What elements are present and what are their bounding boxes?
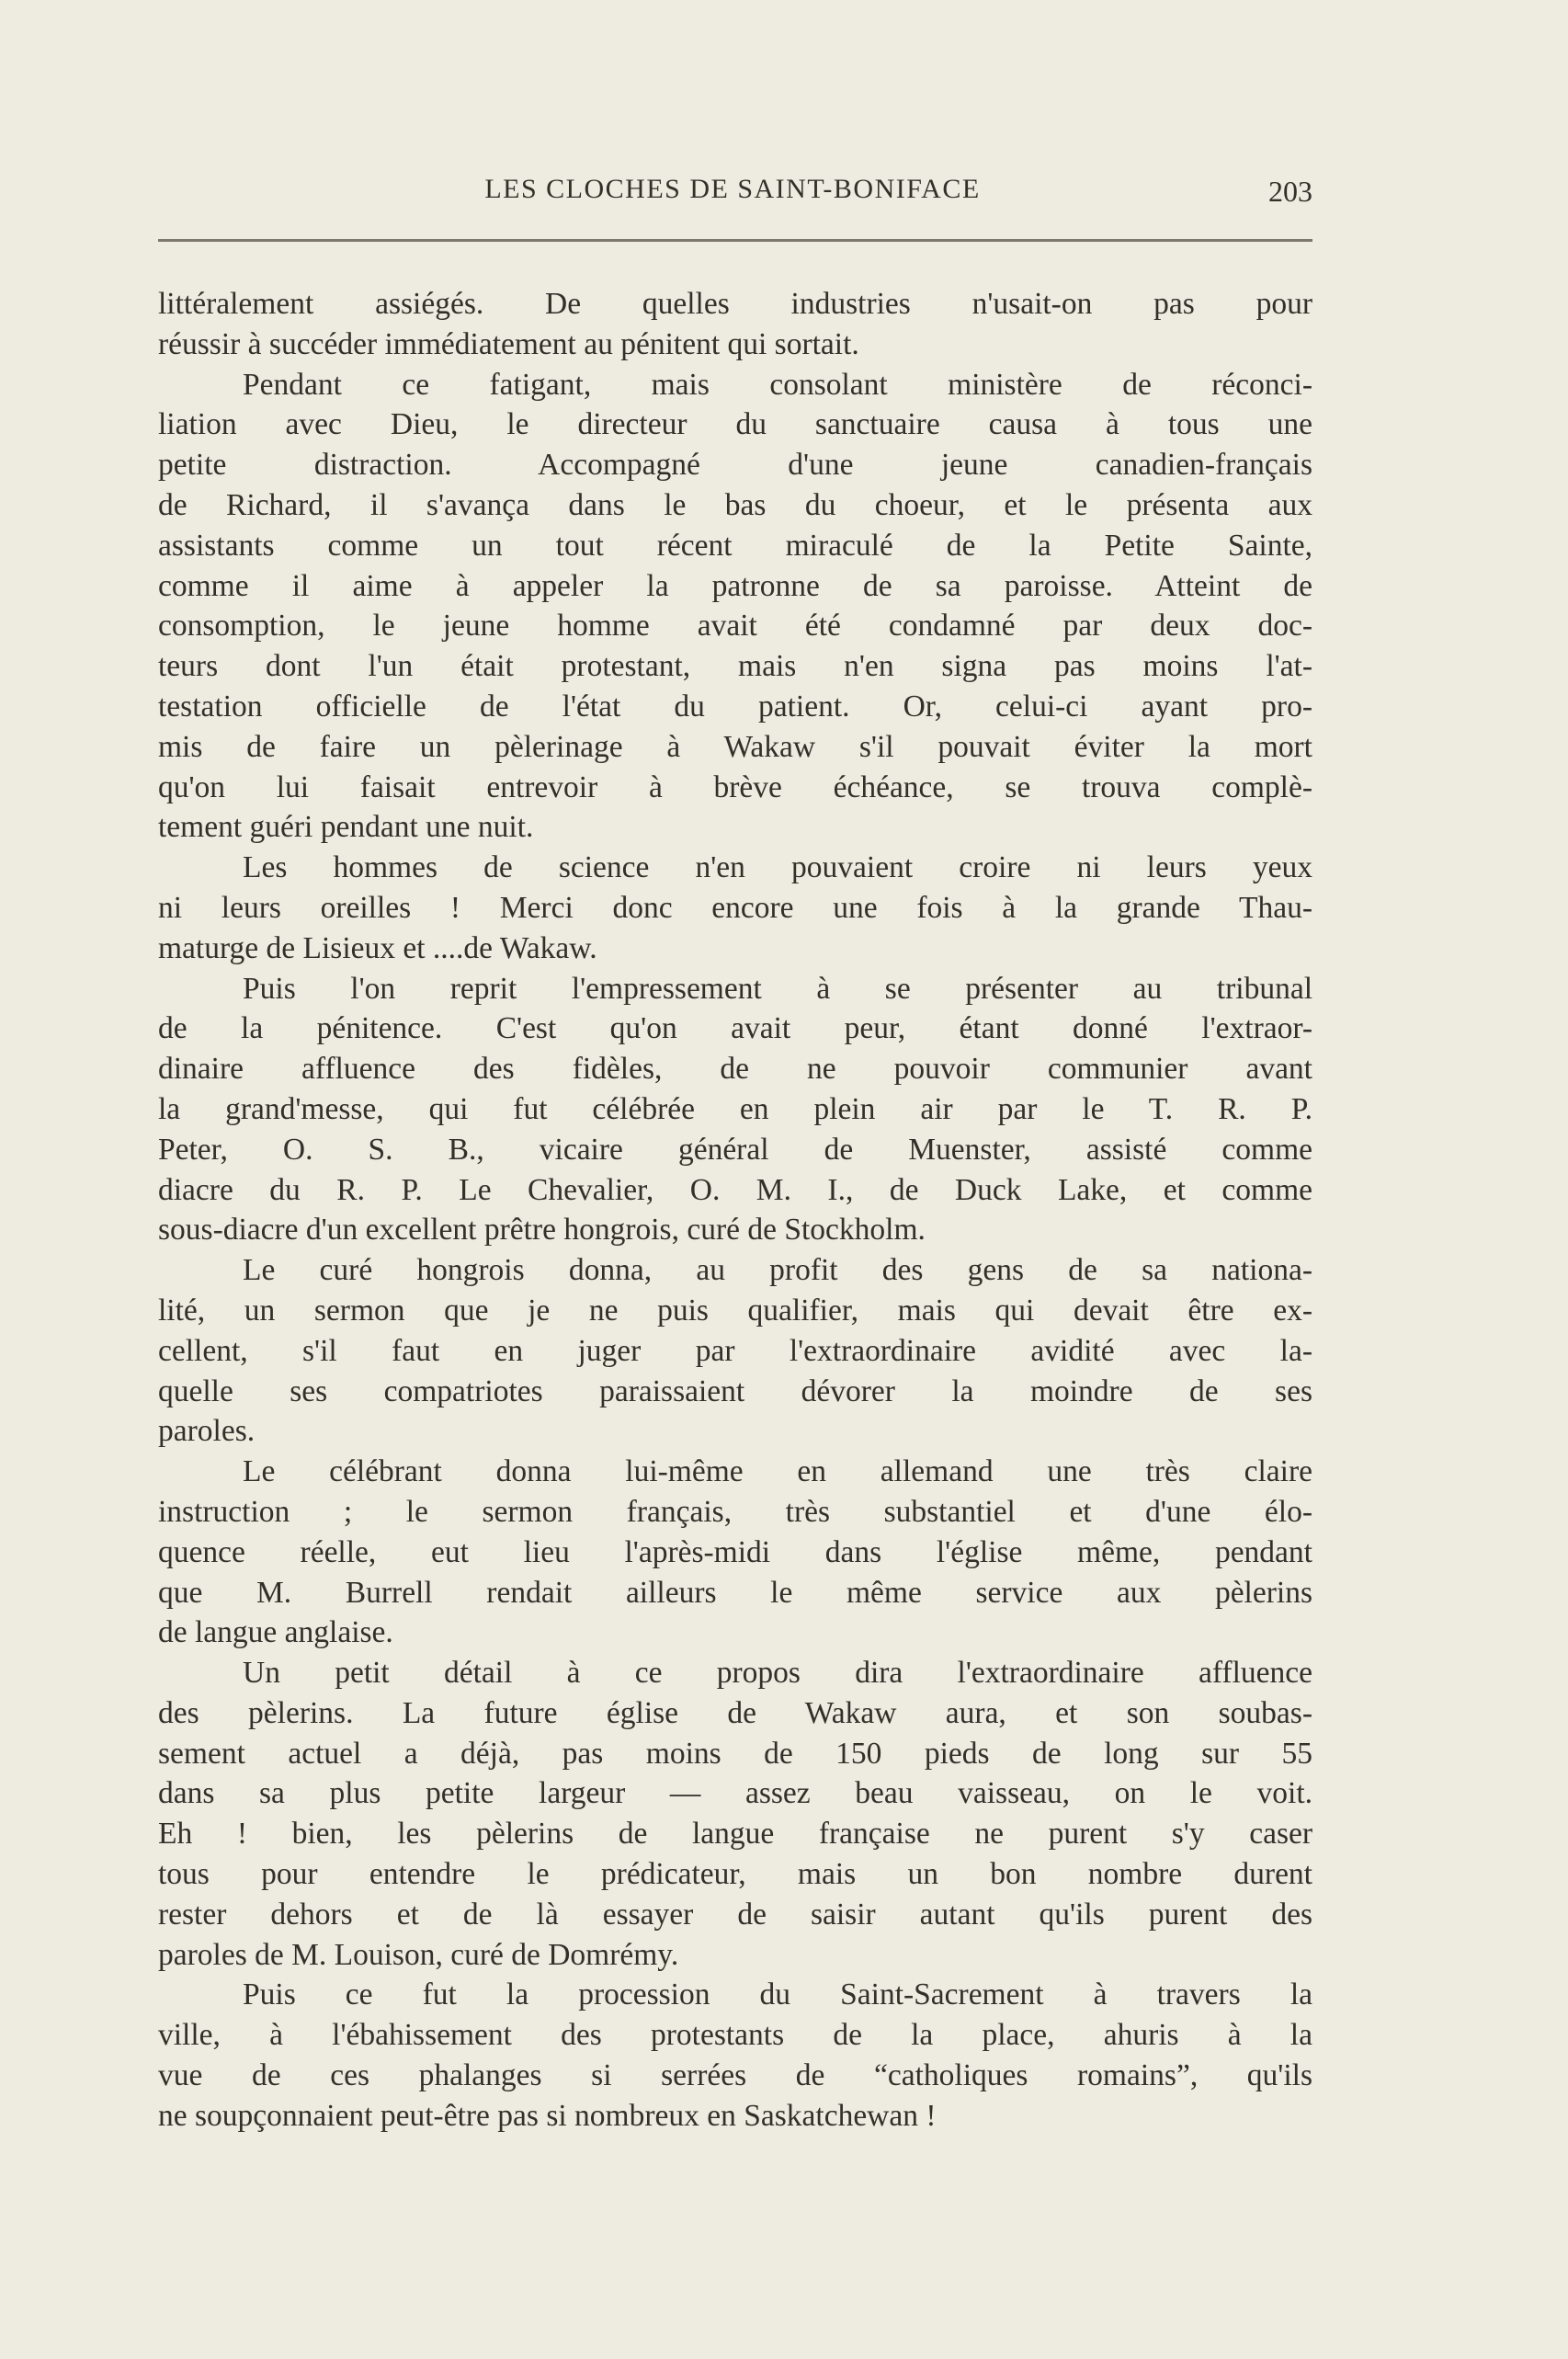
text-line: sous-diacre d'un excellent prêtre hongrois, curé de Stockholm. <box>158 1213 926 1248</box>
text-line: liation avec Dieu, le directeur du sanctuaire causa à tous une <box>158 407 1312 442</box>
text-line: lité, un sermon que je ne puis qualifier, mais qui devait être ex- <box>158 1293 1312 1328</box>
paragraph <box>158 1250 1312 1452</box>
text-line: tous pour entendre le prédicateur, mais un bon nombre durent <box>158 1857 1312 1892</box>
text-line: de Richard, il s'avança dans le bas du choeur, et le présenta aux <box>158 487 1312 522</box>
text-line: testation officielle de l'état du patient. Or, celui-ci ayant pro- <box>158 689 1312 724</box>
text-line: mis de faire un pèlerinage à Wakaw s'il pouvait éviter la mort <box>158 729 1312 764</box>
text-line: paroles de M. Louison, curé de Domrémy. <box>158 1937 679 1972</box>
paragraph <box>158 1975 1312 2136</box>
text-line: Eh ! bien, les pèlerins de langue française ne purent s'y caser <box>158 1817 1312 1852</box>
running-title: LES CLOCHES DE SAINT-BONIFACE <box>484 174 981 204</box>
paragraph <box>158 1653 1312 1975</box>
text-line: ni leurs oreilles ! Merci donc encore une fois à la grande Thau- <box>158 890 1312 925</box>
text-line: comme il aime à appeler la patronne de sa paroisse. Atteint de <box>158 568 1312 603</box>
text-line: de langue anglaise. <box>158 1615 393 1650</box>
text-line: ne soupçonnaient peut-être pas si nombreux en Saskatchewan ! <box>158 2098 937 2133</box>
text-line: la grand'messe, qui fut célébrée en plein air par le T. R. P. <box>158 1091 1312 1126</box>
text-line: Peter, O. S. B., vicaire général de Muenster, assisté comme <box>158 1132 1312 1167</box>
text-line: teurs dont l'un était protestant, mais n'en signa pas moins l'at- <box>158 649 1312 684</box>
header-rule <box>158 239 1312 242</box>
text-line: des pèlerins. La future église de Wakaw aura, et son soubas- <box>158 1695 1312 1730</box>
text-line: cellent, s'il faut en juger par l'extraordinaire avidité avec la- <box>158 1333 1312 1368</box>
text-line: Le célébrant donna lui-même en allemand une très claire <box>243 1454 1312 1489</box>
text-line: instruction ; le sermon français, très substantiel et d'une élo- <box>158 1494 1312 1529</box>
text-line: Puis l'on reprit l'empressement à se présenter au tribunal <box>243 971 1312 1006</box>
text-line: de la pénitence. C'est qu'on avait peur, étant donné l'extraor- <box>158 1011 1312 1046</box>
text-line: Un petit détail à ce propos dira l'extraordinaire affluence <box>243 1656 1312 1691</box>
paragraph <box>158 284 1312 365</box>
text-line: rester dehors et de là essayer de saisir autant qu'ils purent des <box>158 1897 1312 1932</box>
text-line: qu'on lui faisait entrevoir à brève échéance, se trouva complè- <box>158 769 1312 804</box>
text-line: tement guéri pendant une nuit. <box>158 810 534 845</box>
text-line: littéralement assiégés. De quelles industries n'usait-on pas pour <box>158 287 1312 321</box>
text-line: paroles. <box>158 1414 256 1449</box>
paragraph <box>158 365 1312 849</box>
text-line: consomption, le jeune homme avait été condamné par deux doc- <box>158 609 1312 644</box>
text-line: vue de ces phalanges si serrées de “catholiques romains”, qu'ils <box>158 2058 1312 2093</box>
text-line: dinaire affluence des fidèles, de ne pouvoir communier avant <box>158 1052 1312 1087</box>
page-number: 203 <box>1268 175 1312 208</box>
text-line: ville, à l'ébahissement des protestants de la place, ahuris à la <box>158 2018 1312 2053</box>
text-line: assistants comme un tout récent miraculé de la Petite Sainte, <box>158 528 1312 563</box>
paragraph <box>158 1452 1312 1653</box>
text-line: Puis ce fut la procession du Saint-Sacrement à travers la <box>243 1977 1312 2012</box>
text-line: Les hommes de science n'en pouvaient croire ni leurs yeux <box>243 850 1312 885</box>
text-line: petite distraction. Accompagné d'une jeune canadien-français <box>158 448 1312 483</box>
text-line: réussir à succéder immédiatement au pénitent qui sortait. <box>158 326 859 361</box>
text-line: Pendant ce fatigant, mais consolant ministère de réconci- <box>243 367 1312 402</box>
paragraph <box>158 969 1312 1251</box>
text-line: Le curé hongrois donna, au profit des gens de sa nationa- <box>243 1253 1312 1288</box>
text-line: que M. Burrell rendait ailleurs le même service aux pèlerins <box>158 1575 1312 1610</box>
text-line: dans sa plus petite largeur — assez beau vaisseau, on le voit. <box>158 1776 1312 1811</box>
body-text <box>158 284 1312 2137</box>
text-line: diacre du R. P. Le Chevalier, O. M. I., de Duck Lake, et comme <box>158 1172 1312 1207</box>
text-line: quelle ses compatriotes paraissaient dévorer la moindre de ses <box>158 1373 1312 1408</box>
page-header <box>158 173 1312 206</box>
paragraph <box>158 848 1312 968</box>
text-line: sement actuel a déjà, pas moins de 150 pieds de long sur 55 <box>158 1736 1312 1771</box>
text-line: maturge de Lisieux et ....de Wakaw. <box>158 930 597 965</box>
text-line: quence réelle, eut lieu l'après-midi dans l'église même, pendant <box>158 1534 1312 1569</box>
